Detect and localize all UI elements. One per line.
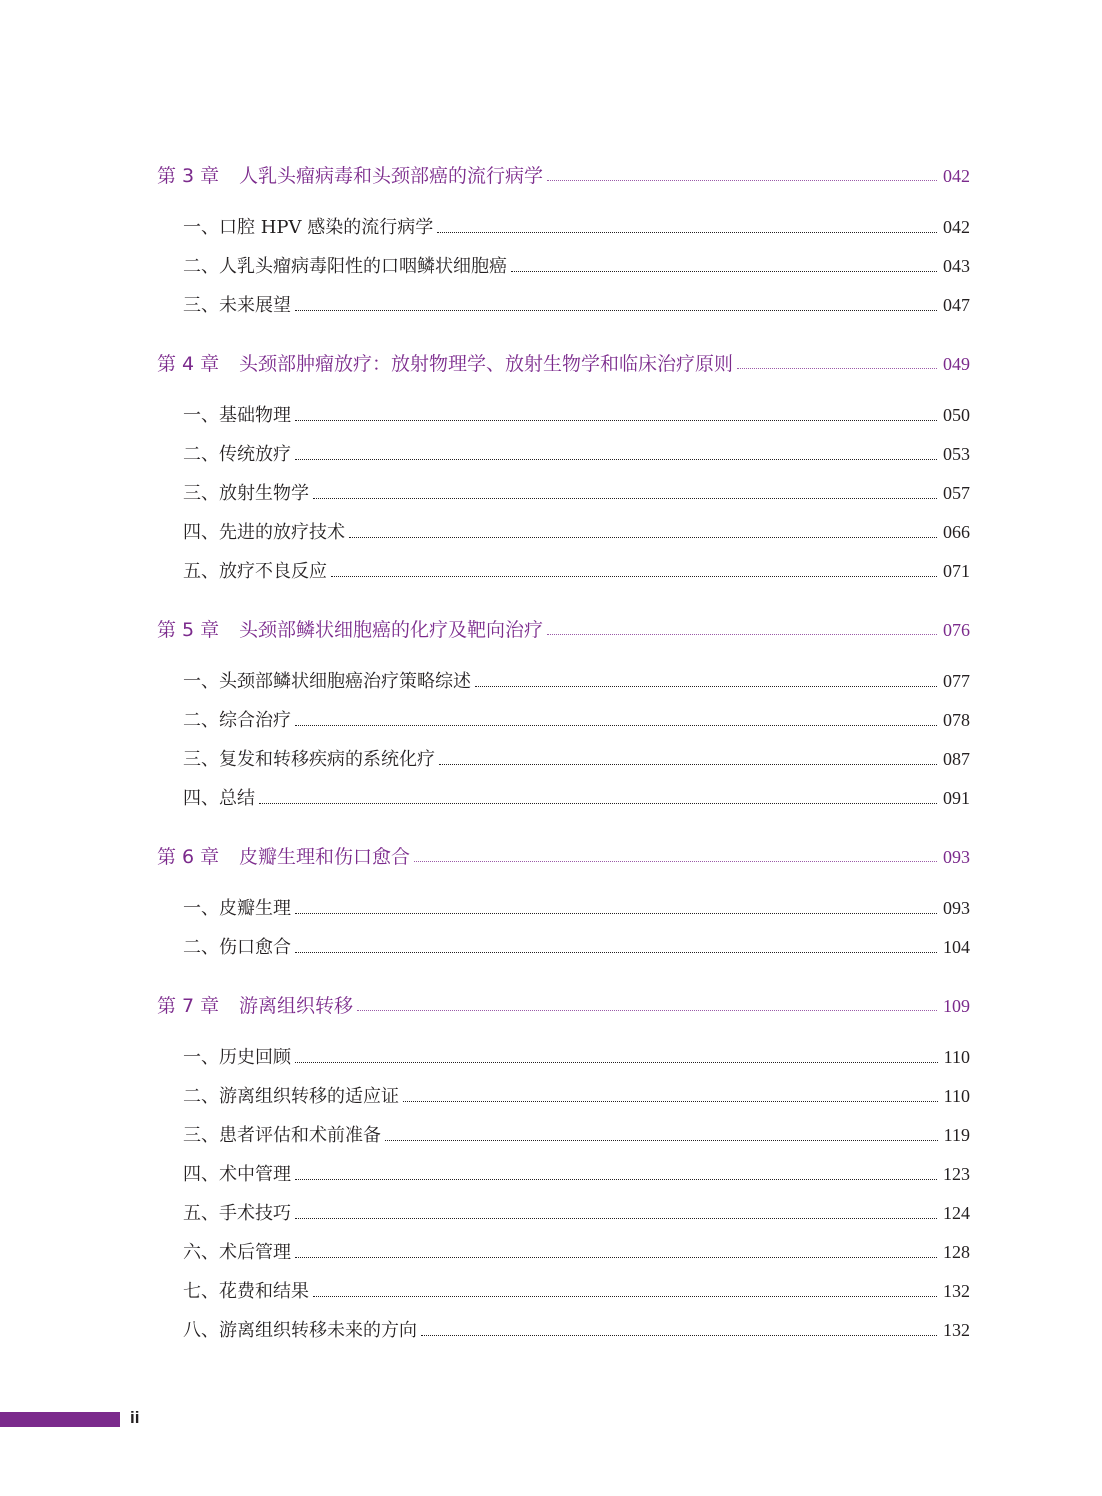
dot-leader <box>357 1009 937 1011</box>
dot-leader <box>313 1295 937 1297</box>
toc-entry[interactable] <box>157 662 970 701</box>
entry-title: 一、头颈部鳞状细胞癌治疗策略综述 <box>183 671 471 692</box>
entry-title: 一、皮瓣生理 <box>183 898 291 919</box>
dot-leader <box>295 951 937 953</box>
dot-leader <box>295 1256 937 1258</box>
dot-leader <box>737 367 937 369</box>
toc-entry[interactable] <box>157 208 970 247</box>
dot-leader <box>295 419 937 421</box>
entry-title: 八、游离组织转移未来的方向 <box>183 1320 417 1341</box>
toc-entry[interactable] <box>157 1272 970 1311</box>
entry-title: 四、总结 <box>183 788 255 809</box>
chapter-7 <box>157 986 970 1350</box>
chapter-title: 游离组织转移 <box>239 995 354 1017</box>
entry-title: 五、放疗不良反应 <box>183 561 327 582</box>
chapter-heading[interactable] <box>157 344 970 384</box>
dot-leader <box>511 270 937 272</box>
entry-page-number: 043 <box>943 256 970 276</box>
entry-page-number: 057 <box>943 483 970 503</box>
chapter-title: 皮瓣生理和伤口愈合 <box>239 846 411 868</box>
entry-page-number: 091 <box>943 788 970 808</box>
dot-leader <box>313 497 937 499</box>
entry-page-number: 071 <box>943 561 970 581</box>
chapter-page-number: 049 <box>943 354 970 374</box>
toc-entry[interactable] <box>157 1077 970 1116</box>
dot-leader <box>414 860 937 862</box>
toc-entry[interactable] <box>157 740 970 779</box>
entry-page-number: 128 <box>943 1242 970 1262</box>
toc-entry[interactable] <box>157 435 970 474</box>
chapter-page-number: 076 <box>943 620 970 640</box>
entry-page-number: 077 <box>943 671 970 691</box>
footer-page-number: ii <box>130 1408 140 1427</box>
chapter-title: 人乳头瘤病毒和头颈部癌的流行病学 <box>239 165 544 187</box>
entry-title: 三、患者评估和术前准备 <box>183 1125 381 1146</box>
dot-leader <box>295 724 937 726</box>
footer-accent-bar <box>0 1412 120 1427</box>
entry-page-number: 132 <box>943 1320 970 1340</box>
entry-title: 一、口腔 HPV 感染的流行病学 <box>183 217 434 238</box>
dot-leader <box>295 1217 937 1219</box>
dot-leader <box>437 231 937 233</box>
entry-title: 二、伤口愈合 <box>183 937 291 958</box>
entry-page-number: 093 <box>943 898 970 918</box>
entry-title: 二、传统放疗 <box>183 444 291 465</box>
entry-title: 二、人乳头瘤病毒阳性的口咽鳞状细胞癌 <box>183 256 507 277</box>
toc-entry[interactable] <box>157 286 970 325</box>
entry-title: 一、历史回顾 <box>183 1047 291 1068</box>
chapter-page-number: 042 <box>943 166 970 186</box>
dot-leader <box>547 179 937 181</box>
chapter-number: 第 7 章 <box>157 995 220 1017</box>
toc-entry[interactable] <box>157 779 970 818</box>
chapter-4 <box>157 344 970 591</box>
entry-title: 六、术后管理 <box>183 1242 291 1263</box>
toc-entry[interactable] <box>157 247 970 286</box>
chapter-heading[interactable] <box>157 156 970 196</box>
entry-page-number: 124 <box>943 1203 970 1223</box>
chapter-number: 第 3 章 <box>157 165 220 187</box>
entry-title: 二、游离组织转移的适应证 <box>183 1086 399 1107</box>
entry-page-number: 132 <box>943 1281 970 1301</box>
entry-page-number: 050 <box>943 405 970 425</box>
chapter-number: 第 5 章 <box>157 619 220 641</box>
entry-title: 四、术中管理 <box>183 1164 291 1185</box>
entry-title: 二、综合治疗 <box>183 710 291 731</box>
entry-title: 五、手术技巧 <box>183 1203 291 1224</box>
chapter-page-number: 109 <box>943 996 970 1016</box>
dot-leader <box>421 1334 937 1336</box>
chapter-3 <box>157 156 970 325</box>
dot-leader <box>295 458 937 460</box>
entry-title: 三、复发和转移疾病的系统化疗 <box>183 749 435 770</box>
toc-entry[interactable] <box>157 1038 970 1077</box>
toc-entry[interactable] <box>157 474 970 513</box>
entry-title: 三、未来展望 <box>183 295 291 316</box>
dot-leader <box>295 912 937 914</box>
chapter-heading[interactable] <box>157 837 970 877</box>
toc-entry[interactable] <box>157 1116 970 1155</box>
dot-leader <box>385 1139 938 1141</box>
entry-title: 四、先进的放疗技术 <box>183 522 345 543</box>
entry-page-number: 119 <box>943 1125 970 1145</box>
entry-page-number: 104 <box>943 937 970 957</box>
table-of-contents <box>157 156 970 1350</box>
toc-entry[interactable] <box>157 1233 970 1272</box>
chapter-number: 第 4 章 <box>157 353 220 375</box>
dot-leader <box>475 685 937 687</box>
entry-page-number: 110 <box>943 1047 970 1067</box>
toc-entry[interactable] <box>157 1194 970 1233</box>
entry-page-number: 110 <box>943 1086 970 1106</box>
dot-leader <box>295 309 937 311</box>
toc-entry[interactable] <box>157 1155 970 1194</box>
entry-title: 三、放射生物学 <box>183 483 309 504</box>
chapter-number: 第 6 章 <box>157 846 220 868</box>
toc-entry[interactable] <box>157 889 970 928</box>
entry-page-number: 087 <box>943 749 970 769</box>
toc-entry[interactable] <box>157 396 970 435</box>
dot-leader <box>439 763 937 765</box>
chapter-title: 头颈部鳞状细胞癌的化疗及靶向治疗 <box>239 619 544 641</box>
dot-leader <box>349 536 937 538</box>
entry-title: 一、基础物理 <box>183 405 291 426</box>
dot-leader <box>295 1061 938 1063</box>
toc-entry[interactable] <box>157 1311 970 1350</box>
entry-page-number: 066 <box>943 522 970 542</box>
entry-page-number: 078 <box>943 710 970 730</box>
chapter-page-number: 093 <box>943 847 970 867</box>
chapter-heading[interactable] <box>157 986 970 1026</box>
dot-leader <box>331 575 937 577</box>
entry-page-number: 053 <box>943 444 970 464</box>
entry-page-number: 123 <box>943 1164 970 1184</box>
entry-page-number: 042 <box>943 217 970 237</box>
chapter-heading[interactable] <box>157 610 970 650</box>
toc-entry[interactable] <box>157 552 970 591</box>
toc-entry[interactable] <box>157 701 970 740</box>
entry-title: 七、花费和结果 <box>183 1281 309 1302</box>
dot-leader <box>403 1100 938 1102</box>
dot-leader <box>547 633 937 635</box>
toc-entry[interactable] <box>157 928 970 967</box>
toc-entry[interactable] <box>157 513 970 552</box>
chapter-6 <box>157 837 970 967</box>
chapter-title: 头颈部肿瘤放疗：放射物理学、放射生物学和临床治疗原则 <box>239 353 734 375</box>
chapter-5 <box>157 610 970 818</box>
entry-page-number: 047 <box>943 295 970 315</box>
dot-leader <box>295 1178 937 1180</box>
dot-leader <box>259 802 937 804</box>
